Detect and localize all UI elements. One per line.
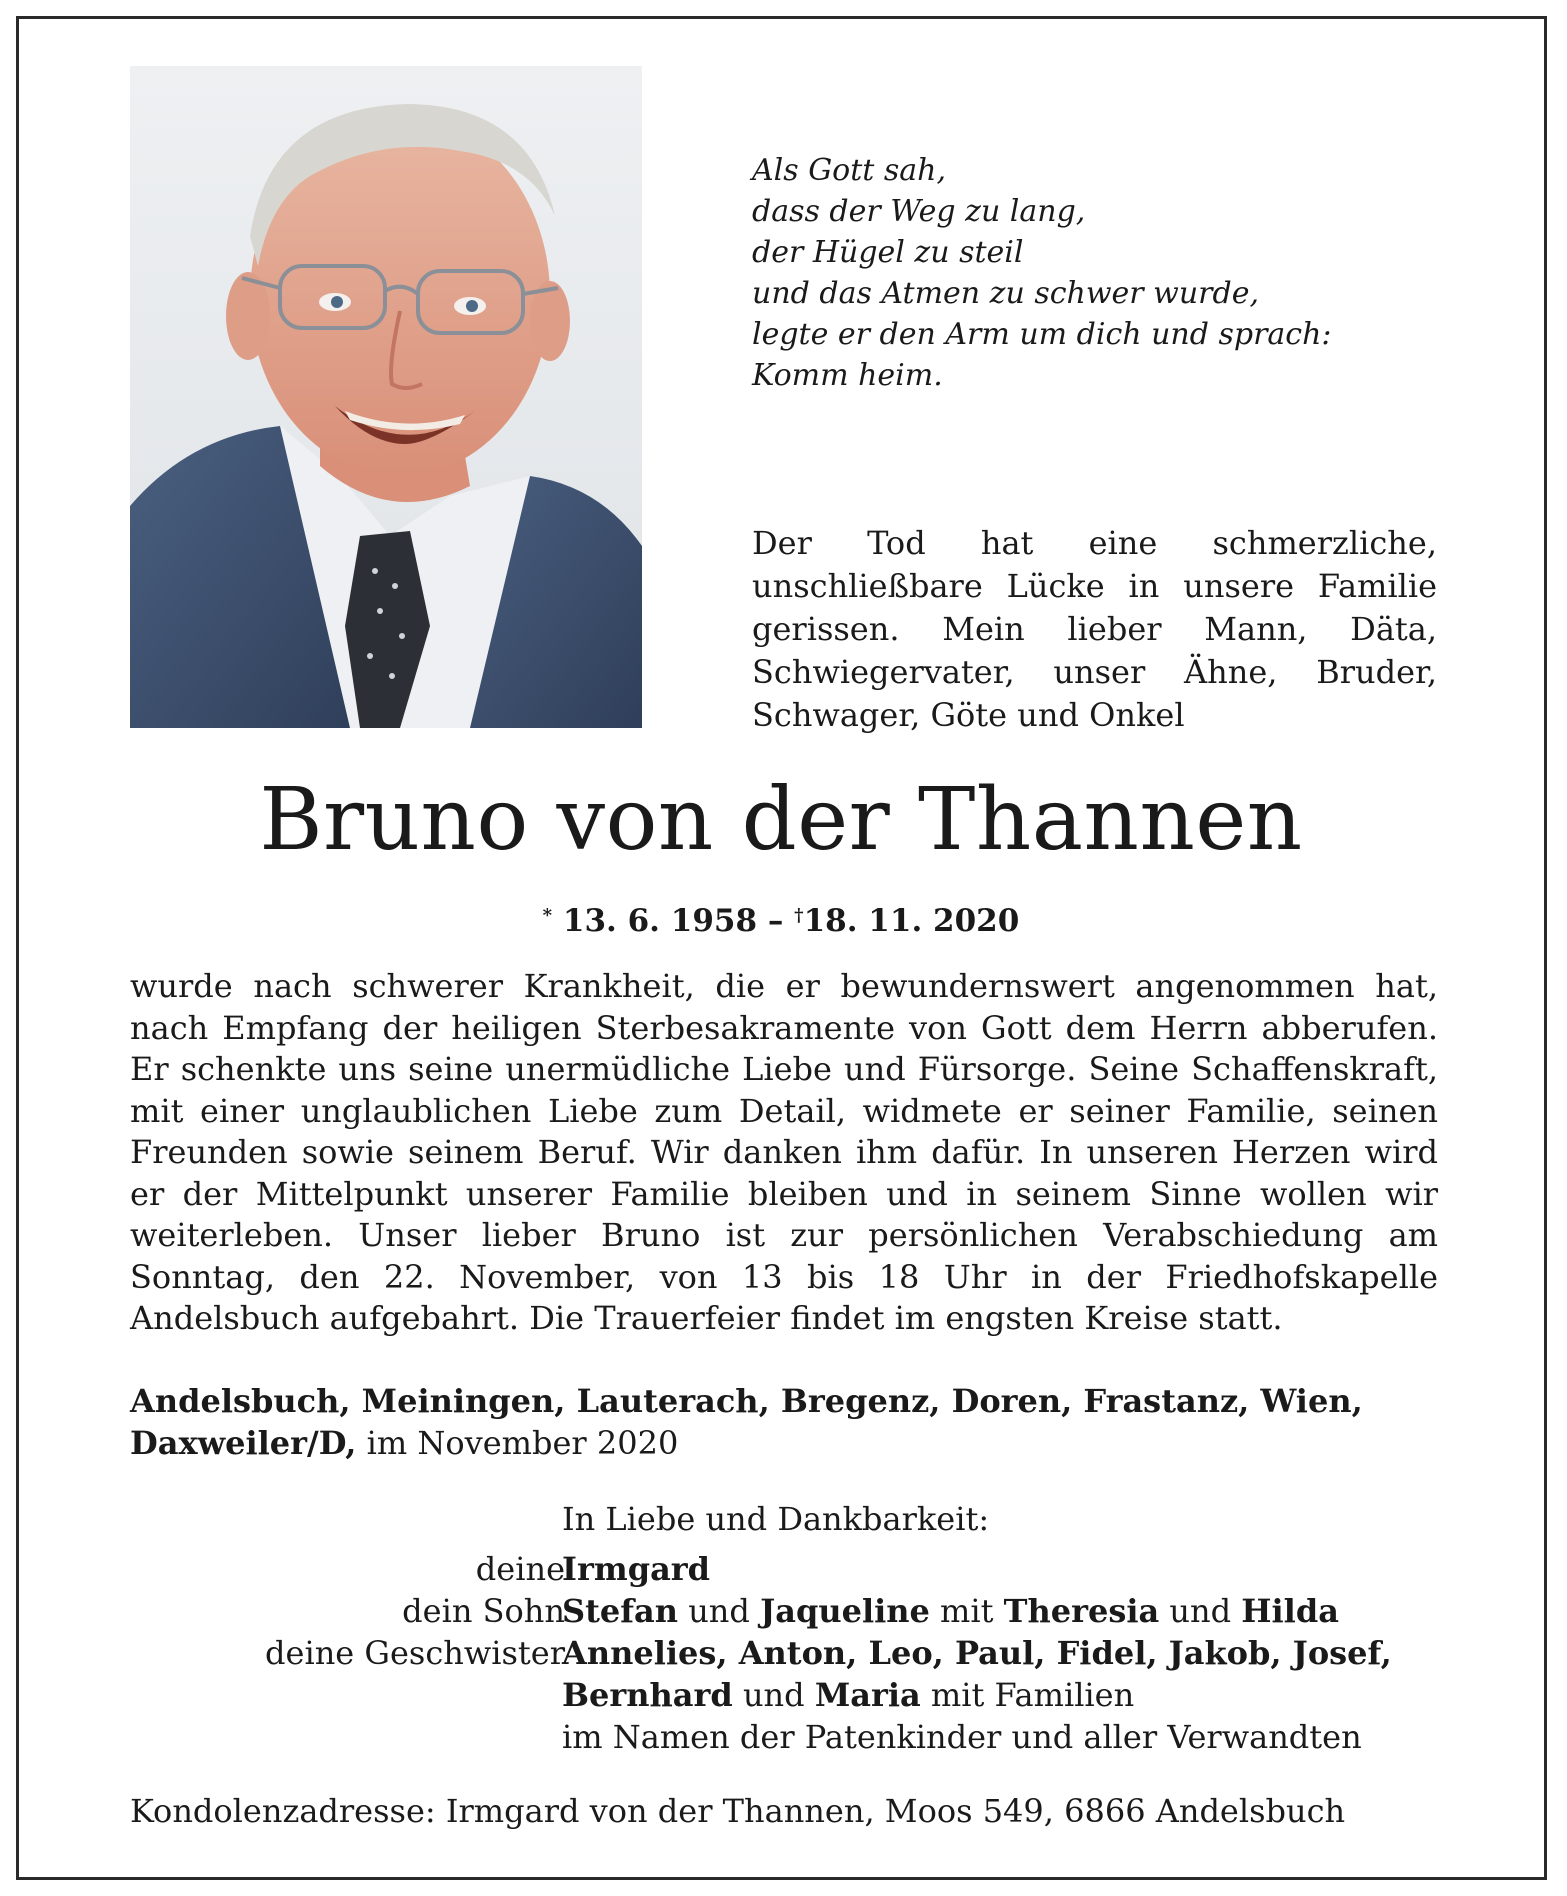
mourner-row-siblings: [130, 1632, 1450, 1674]
portrait-illustration: [130, 66, 642, 728]
sibling-name: Bernhard: [562, 1676, 733, 1714]
poem: [752, 150, 1432, 396]
mourner-names: [562, 1632, 1392, 1674]
notice-date: im November 2020: [366, 1424, 679, 1462]
mourner-names: [562, 1548, 710, 1590]
life-dates: [130, 896, 1432, 941]
mourner-row-siblings-cont: [130, 1674, 1450, 1716]
grandchild-name: Theresia: [1003, 1592, 1160, 1630]
death-date: 18. 11. 2020: [803, 903, 1020, 939]
poem-line: Komm heim.: [752, 358, 943, 393]
with-families: mit Familien: [930, 1676, 1135, 1714]
mourner-names: [562, 1590, 1339, 1632]
sibling-names: Annelies, Anton, Leo, Paul, Fidel, Jakob, Josef,: [562, 1634, 1392, 1672]
wife-name: Irmgard: [562, 1550, 711, 1588]
poem-line: legte er den Arm um dich und sprach:: [752, 317, 1332, 352]
relation-label: dein Sohn: [402, 1592, 565, 1630]
condolence-address: Kondolenzadresse: Irmgard von der Thannen, Moos 549, 6866 Andelsbuch: [130, 1792, 1346, 1830]
places-list: Andelsbuch, Meiningen, Lauterach, Bregenz, Doren, Frastanz, Wien, Daxweiler/D,: [130, 1382, 1363, 1462]
date-separator: –: [767, 903, 784, 939]
conjunction: mit: [940, 1592, 994, 1630]
sibling-name: Maria: [814, 1676, 921, 1714]
mourner-row-wife: [130, 1548, 1450, 1590]
portrait-photo: [130, 66, 642, 728]
death-symbol: †: [794, 905, 804, 926]
birth-date: 13. 6. 1958: [562, 903, 758, 939]
mourners-list: [130, 1548, 1450, 1758]
conjunction: und: [1169, 1592, 1232, 1630]
deceased-name: Bruno von der Thannen: [259, 770, 1303, 870]
poem-line: Als Gott sah,: [752, 153, 947, 188]
son-partner-name: Jaqueline: [760, 1592, 930, 1630]
conjunction: und: [688, 1592, 750, 1630]
poem-line: dass der Weg zu lang,: [752, 194, 1086, 229]
relation-label: deine Geschwister: [265, 1634, 565, 1672]
mourner-names: [562, 1674, 1134, 1716]
relation-label: deine: [475, 1550, 565, 1588]
poem-line: der Hügel zu steil: [752, 235, 1024, 270]
thanks-line: In Liebe und Dankbarkeit:: [562, 1500, 990, 1538]
places-and-date: [130, 1380, 1438, 1464]
conjunction: und: [742, 1676, 805, 1714]
birth-symbol: *: [542, 905, 553, 926]
mourner-row-godchildren: [130, 1716, 1450, 1758]
son-name: Stefan: [562, 1592, 679, 1630]
main-paragraph: wurde nach schwerer Krankheit, die er bewundernswert angenommen hat, nach Empfang der heiligen Sterbesakramente von Gott dem Herrn abberufen. Er schenkte uns seine unermüdliche Liebe und Fürsorge. Seine Schaffenskraft, mit einer unglaublichen Liebe zum Detail, widmete er seiner Familie, seinen Freunden sowie seinem Beruf. Wir danken ihm dafür. In unseren Herzen wird er der Mittelpunkt unserer Familie bleiben und in seinem Sinne wollen wir weiterleben. Unser lieber Bruno ist zur persönlichen Verabschiedung am Sonntag, den 22. November, von 13 bis 18 Uhr in der Friedhofskapelle Andelsbuch aufgebahrt. Die Trauerfeier findet im engsten Kreise statt.: [130, 967, 1438, 1337]
mourner-row-son: [130, 1590, 1450, 1632]
grandchild-name: Hilda: [1241, 1592, 1339, 1630]
poem-line: und das Atmen zu schwer wurde,: [752, 276, 1259, 311]
intro-paragraph: Der Tod hat eine schmerzliche, unschließbare Lücke in unsere Familie gerissen. Mein lieber Mann, Däta, Schwiegervater, unser Ähne, Bruder, Schwager, Göte und Onkel: [752, 524, 1437, 734]
godchildren-line: im Namen der Patenkinder und aller Verwandten: [562, 1718, 1362, 1756]
